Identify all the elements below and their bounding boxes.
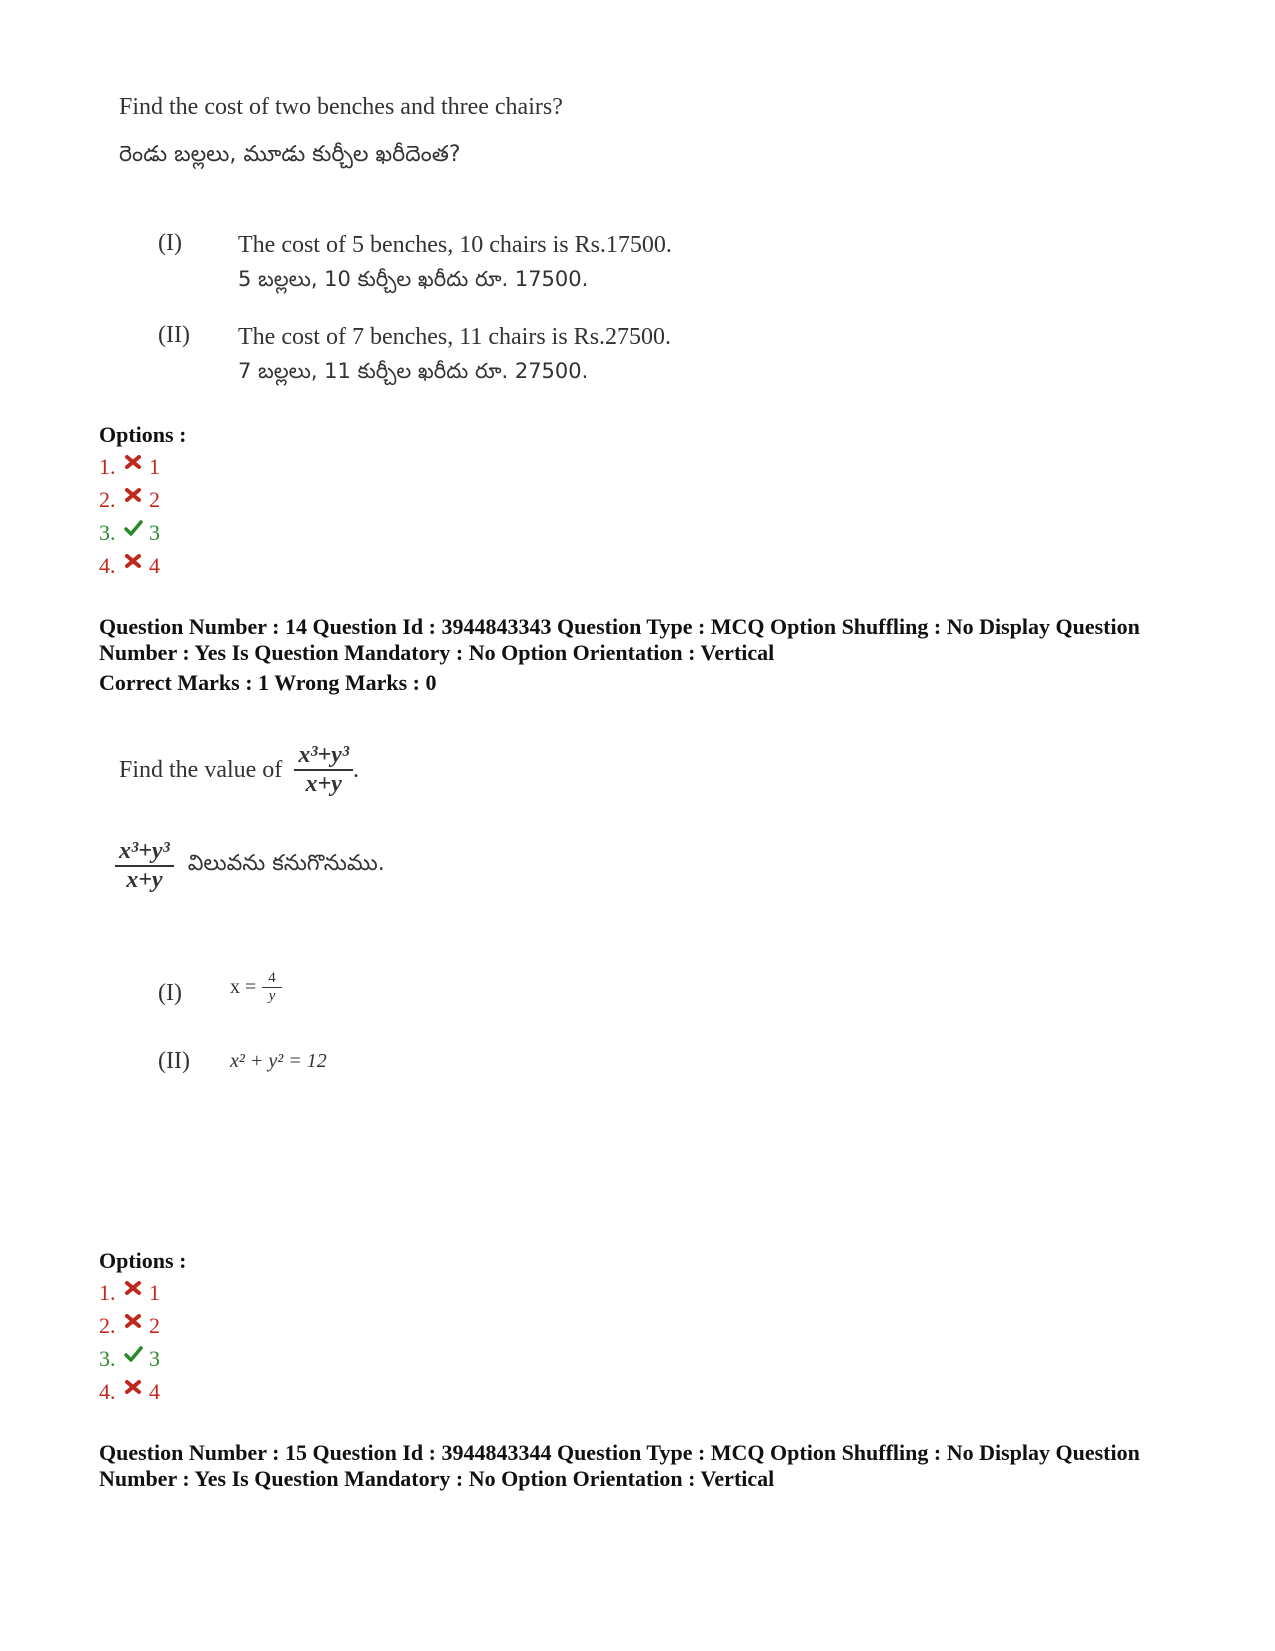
option-value: 3	[149, 520, 160, 545]
q13-statement-1-roman: (I)	[158, 230, 182, 256]
q14-options-label: Options :	[99, 1248, 187, 1273]
check-icon	[123, 1344, 143, 1364]
option-value: 3	[149, 1346, 160, 1371]
q15-meta	[99, 1440, 1199, 1492]
q14-statement-2: x² + y² = 12	[230, 1050, 327, 1072]
q13-options-label: Options :	[99, 422, 187, 447]
q13-statement-1-te: 5 బల్లలు, 10 కుర్చీల ఖరీదు రూ. 17500.	[238, 267, 589, 291]
option-number: 4.	[99, 1379, 116, 1404]
q14-option-1[interactable]	[99, 1278, 160, 1308]
q14-statement-2-roman: (II)	[158, 1048, 190, 1074]
q13-prompt-en: Find the cost of two benches and three chairs?	[119, 94, 563, 120]
option-number: 3.	[99, 1346, 116, 1371]
cross-icon	[123, 551, 143, 571]
option-number: 3.	[99, 520, 116, 545]
check-icon	[123, 518, 143, 538]
q13-statement-2-te: 7 బల్లలు, 11 కుర్చీల ఖరీదు రూ. 27500.	[238, 359, 589, 383]
q14-statement-1	[230, 970, 282, 1005]
cross-icon	[123, 452, 143, 472]
cross-icon	[123, 1311, 143, 1331]
q14-option-2[interactable]	[99, 1311, 160, 1341]
option-number: 2.	[99, 1313, 116, 1338]
q14-meta-line-2: Number : Yes Is Question Mandatory : No Option Orientation : Vertical	[99, 640, 775, 665]
option-number: 4.	[99, 553, 116, 578]
q14-prompt-te	[115, 838, 385, 894]
q13-prompt-te: రెండు బల్లలు, మూడు కుర్చీల ఖరీదెంత?	[119, 142, 461, 167]
q14-statement-1-lhs: x =	[230, 976, 257, 998]
option-number: 2.	[99, 487, 116, 512]
q13-option-2[interactable]	[99, 485, 160, 515]
q14-meta-line-1: Question Number : 14 Question Id : 3944843343 Question Type : MCQ Option Shuffling : No Display Question	[99, 614, 1140, 639]
fraction-denominator: x+y	[305, 771, 342, 797]
fraction-numerator: 4	[262, 970, 282, 988]
fraction-denominator: y	[268, 988, 276, 1004]
option-value: 1	[149, 454, 160, 479]
option-value: 4	[149, 553, 160, 578]
q13-statement-2-roman: (II)	[158, 322, 190, 348]
q14-marks: Correct Marks : 1 Wrong Marks : 0	[99, 670, 437, 695]
q13-statement-2-en: The cost of 7 benches, 11 chairs is Rs.27500.	[238, 324, 672, 350]
option-number: 1.	[99, 454, 116, 479]
fraction-numerator: x³+y³	[115, 838, 174, 867]
option-value: 4	[149, 1379, 160, 1404]
q13-option-3[interactable]	[99, 518, 160, 548]
option-value: 1	[149, 1280, 160, 1305]
q13-option-4[interactable]	[99, 551, 160, 581]
cross-icon	[123, 1377, 143, 1397]
q14-prompt-te-suffix: విలువను కనుగొనుము.	[187, 851, 385, 876]
q13-statement-2	[238, 320, 671, 388]
q14-option-3[interactable]	[99, 1344, 160, 1374]
fraction-denominator: x+y	[126, 867, 163, 893]
cross-icon	[123, 1278, 143, 1298]
q14-prompt-en: Find the value of $\frac{\text{x³+y³}}{x+y}$ .	[119, 742, 360, 797]
q14-fraction-te	[115, 838, 174, 894]
option-value: 2	[149, 1313, 160, 1338]
q14-prompt-en-prefix: Find the value of	[119, 756, 283, 783]
q15-meta-line-2: Number : Yes Is Question Mandatory : No Option Orientation : Vertical	[99, 1466, 775, 1491]
q14-statement-1-fraction	[262, 970, 282, 1005]
q15-meta-line-1: Question Number : 15 Question Id : 3944843344 Question Type : MCQ Option Shuffling : No Display Question	[99, 1440, 1140, 1465]
q14-option-4[interactable]	[99, 1377, 160, 1407]
q13-statement-1	[238, 228, 672, 296]
cross-icon	[123, 485, 143, 505]
q13-statement-1-en: The cost of 5 benches, 10 chairs is Rs.17500.	[238, 232, 672, 258]
q14-meta	[99, 614, 1199, 666]
q13-option-1[interactable]	[99, 452, 160, 482]
fraction-numerator: x³+y³	[294, 742, 353, 771]
option-value: 2	[149, 487, 160, 512]
q14-statement-1-roman: (I)	[158, 980, 182, 1006]
q14-fraction	[294, 742, 353, 798]
option-number: 1.	[99, 1280, 116, 1305]
